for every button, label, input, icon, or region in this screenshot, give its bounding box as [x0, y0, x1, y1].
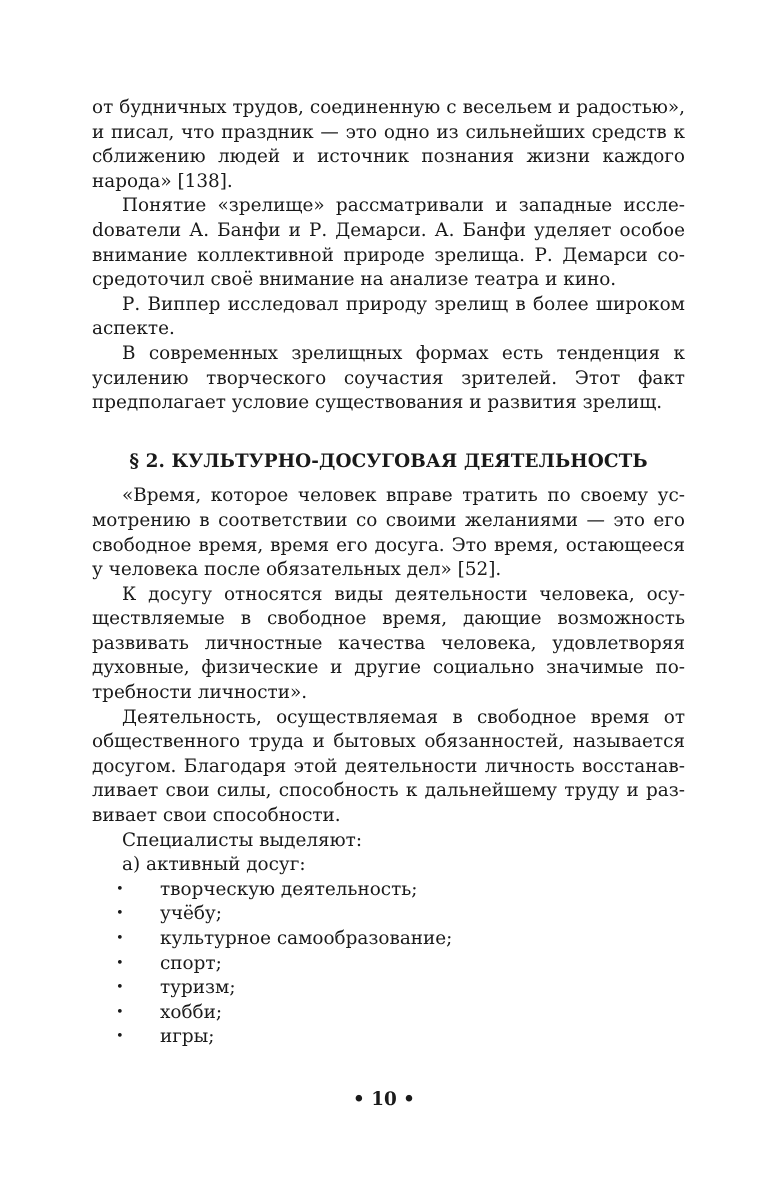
list-item	[92, 1001, 685, 1026]
list-item-text: спорт;	[160, 952, 222, 974]
paragraph-modern-forms: В современных зрелищных формах есть тенденция к усилению творческого соучастия зрителей. Этот факт предполагает условие существования и развития зрелищ.	[92, 342, 685, 414]
list-item-text: хобби;	[160, 1001, 223, 1023]
active-leisure-list	[92, 878, 685, 1050]
paragraph-continued: от будничных трудов, соединенную с весельем и радостью», и писал, что праздник — это одно из сильнейших средств к сближению людей и источник познания жизни каждого народа» [138].	[92, 97, 685, 192]
bullet-icon: •	[116, 881, 124, 897]
list-item-text: культурное самообразование;	[160, 928, 453, 949]
list-item-text: туризм;	[160, 977, 236, 999]
page-content	[92, 96, 685, 1050]
active-leisure-label: а) активный досуг:	[122, 854, 306, 876]
list-item	[92, 902, 685, 927]
list-item-text: творческую деятельность;	[160, 878, 418, 900]
paragraph-spectacle-concept: Понятие «зрелище» рассматривали и западные исслеdователи А. Банфи и Р. Демарси. А. Банфи уделяет особое внимание коллективной природе зрелища. Р. Демарси сосредоточил своё внимание на анализе театра и кино.	[92, 195, 685, 291]
list-item	[92, 927, 685, 952]
bullet-icon: •	[116, 955, 124, 971]
bullet-icon: •	[116, 980, 124, 996]
list-item-text: игры;	[160, 1026, 215, 1048]
paragraph-leisure-activities: К досугу относятся виды деятельности человека, осуществляемые в свободное время, дающие возможность развивать личностные качества человека, удовлетворяя духовные, физические и другие социально значимые потребности личности».	[92, 583, 685, 704]
bullet-icon: •	[116, 906, 124, 922]
list-item-text: учёбу;	[160, 903, 222, 925]
list-item	[92, 878, 685, 903]
bullet-icon: •	[116, 931, 124, 946]
bullet-icon: •	[116, 1004, 124, 1020]
specialists-lead-line: Специалисты выделяют:	[122, 829, 363, 851]
section-heading: § 2. КУЛЬТУРНО-ДОСУГОВАЯ ДЕЯТЕЛЬНОСТЬ	[129, 450, 648, 472]
bullet-icon: •	[116, 1029, 124, 1045]
page-number: • 10 •	[353, 1089, 415, 1110]
list-item	[92, 952, 685, 977]
list-item	[92, 976, 685, 1001]
paragraph-vipper: Р. Виппер исследовал природу зрелищ в более широком аспекте.	[92, 293, 685, 340]
paragraph-free-time-quote: «Время, которое человек вправе тратить по своему усмотрению в соответствии со своими желаниями — это его свободное время, время его досуга. Это время, остающееся у человека после обязательных дел» [52].	[92, 485, 685, 581]
list-item	[92, 1025, 685, 1050]
paragraph-leisure-definition: Деятельность, осуществляемая в свободное время от общественного труда и бытовых обязанностей, называется досугом. Благодаря этой деятельности личность восстанавливает свои силы, способность к дальнейшему труду и развивает свои способности.	[92, 706, 685, 827]
